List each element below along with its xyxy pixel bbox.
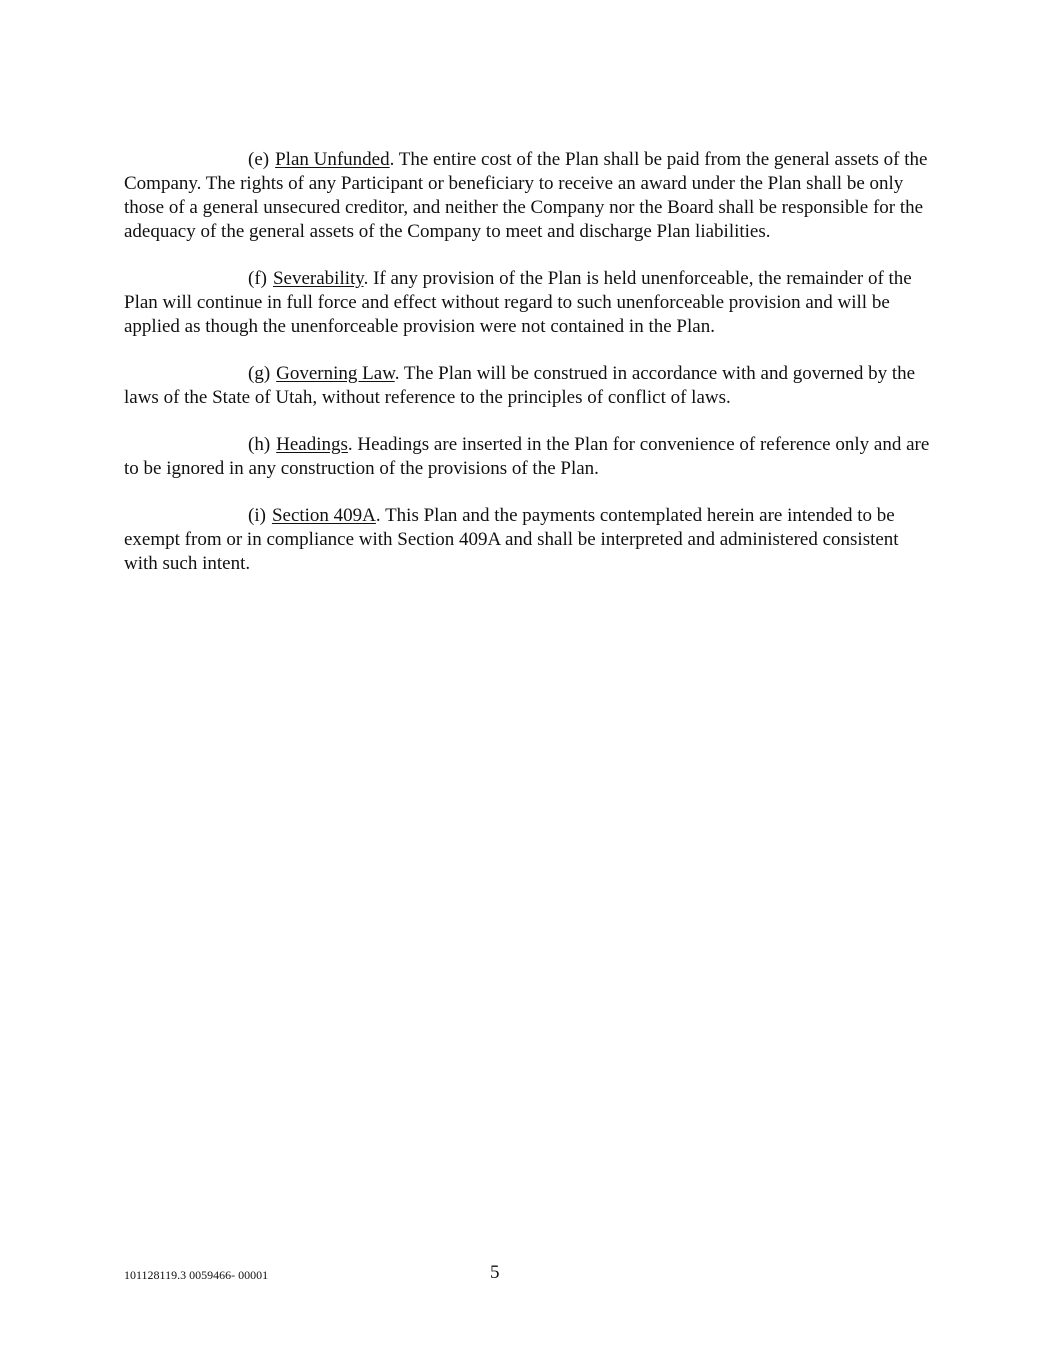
section-g — [124, 362, 934, 410]
section-heading: Section 409A — [271, 505, 376, 526]
section-heading: Plan Unfunded — [275, 149, 390, 170]
document-body — [124, 148, 934, 599]
section-h — [124, 433, 934, 481]
section-heading: Headings — [276, 434, 348, 455]
section-number: (e) — [248, 149, 270, 170]
section-text: . The entire cost of the Plan shall be paid from the general assets of the Company. The rights of any Participant or beneficiary to receive an award under the Plan shall be only those of a general unsecured creditor, and neither the Company nor the Board shall be responsible for the adequacy of the general assets of the Company to meet and discharge Plan liabilities. — [124, 149, 928, 242]
section-number: (h) — [248, 434, 271, 455]
section-e — [124, 148, 934, 244]
section-f — [124, 267, 934, 339]
section-number: (f) — [248, 268, 267, 289]
section-number: (g) — [248, 363, 271, 384]
section-heading: Governing Law — [276, 363, 395, 384]
page-number: 5 — [490, 1262, 500, 1283]
section-i — [124, 504, 934, 576]
section-text: . Headings are inserted in the Plan for convenience of reference only and are to be ignored in any construction of the provisions of the Plan. — [124, 434, 930, 479]
section-text: . This Plan and the payments contemplated herein are intended to be exempt from or in compliance with Section 409A and shall be interpreted and administered consistent with such intent. — [124, 505, 899, 574]
section-heading: Severability — [272, 268, 364, 289]
section-text: . If any provision of the Plan is held unenforceable, the remainder of the Plan will continue in full force and effect without regard to such unenforceable provision and will be applied as though the unenforceable provision were not contained in the Plan. — [124, 268, 912, 337]
footer-document-id: 101128119.3 0059466- 00001 — [124, 1268, 269, 1282]
section-text: . The Plan will be construed in accordance with and governed by the laws of the State of Utah, without reference to the principles of conflict of laws. — [124, 363, 916, 408]
section-number: (i) — [248, 505, 266, 526]
